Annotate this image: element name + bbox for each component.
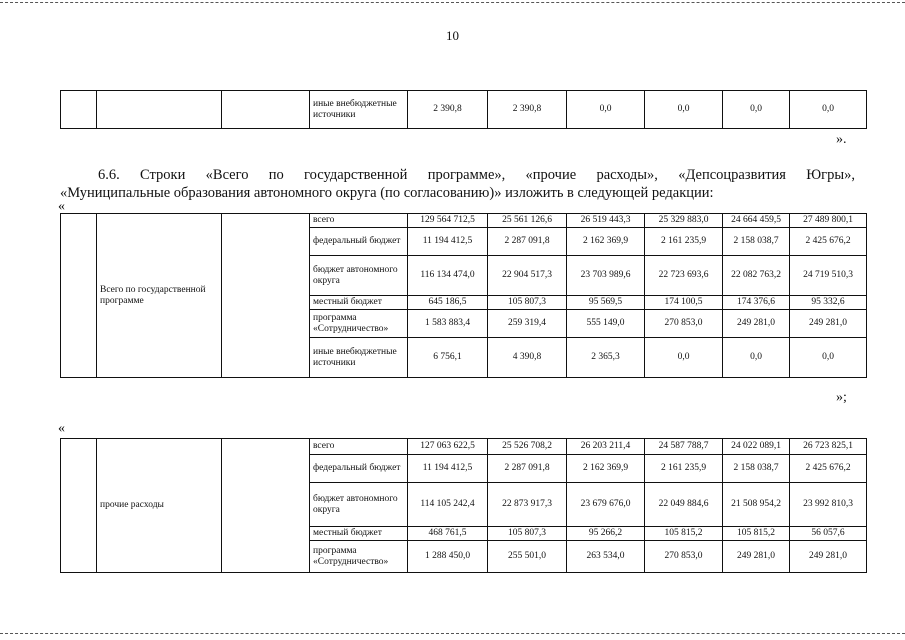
closing-quote-2: »; bbox=[836, 390, 847, 405]
top-table bbox=[60, 90, 867, 129]
amount-cell: 2 287 091,8 bbox=[488, 455, 567, 483]
amount-cell: 25 561 126,6 bbox=[488, 214, 567, 228]
bottom-scan-edge bbox=[0, 633, 905, 634]
amount-cell: 2 425 676,2 bbox=[790, 228, 867, 256]
amount-cell: 0,0 bbox=[723, 338, 790, 378]
amount-cell: 22 049 884,6 bbox=[645, 483, 723, 527]
amount-cell: 249 281,0 bbox=[790, 541, 867, 573]
amendment-paragraph bbox=[60, 166, 855, 202]
page-number: 10 bbox=[446, 28, 459, 43]
amount-cell: 95 569,5 bbox=[567, 296, 645, 310]
amount-cell: 23 679 676,0 bbox=[567, 483, 645, 527]
table-total-program bbox=[60, 213, 867, 378]
amount-cell: 249 281,0 bbox=[723, 310, 790, 338]
row-name-cell: Всего по государственной программе bbox=[97, 214, 222, 378]
amount-cell: 95 332,6 bbox=[790, 296, 867, 310]
amount-cell: 116 134 474,0 bbox=[408, 256, 488, 296]
amount-cell: 56 057,6 bbox=[790, 527, 867, 541]
amount-cell: 105 815,2 bbox=[723, 527, 790, 541]
amount-cell: 129 564 712,5 bbox=[408, 214, 488, 228]
funding-source-cell: местный бюджет bbox=[310, 296, 408, 310]
amount-cell: 4 390,8 bbox=[488, 338, 567, 378]
funding-source-cell: иные внебюджетные источники bbox=[310, 91, 408, 129]
amount-cell: 22 723 693,6 bbox=[645, 256, 723, 296]
amount-cell: 11 194 412,5 bbox=[408, 455, 488, 483]
amount-cell: 27 489 800,1 bbox=[790, 214, 867, 228]
amount-cell: 249 281,0 bbox=[723, 541, 790, 573]
amount-cell: 114 105 242,4 bbox=[408, 483, 488, 527]
amount-cell: 26 723 825,1 bbox=[790, 439, 867, 455]
amount-cell: 2 365,3 bbox=[567, 338, 645, 378]
executor-cell bbox=[222, 91, 310, 129]
amount-cell: 249 281,0 bbox=[790, 310, 867, 338]
row-number-cell bbox=[61, 214, 97, 378]
funding-source-cell: иные внебюджетные источники bbox=[310, 338, 408, 378]
executor-cell bbox=[222, 214, 310, 378]
amount-cell: 2 161 235,9 bbox=[645, 455, 723, 483]
top-scan-edge bbox=[0, 2, 905, 3]
amount-cell: 0,0 bbox=[790, 338, 867, 378]
amount-cell: 105 815,2 bbox=[645, 527, 723, 541]
amount-cell: 0,0 bbox=[790, 91, 867, 129]
amount-cell: 2 390,8 bbox=[408, 91, 488, 129]
amount-cell: 0,0 bbox=[645, 91, 723, 129]
amount-cell: 26 519 443,3 bbox=[567, 214, 645, 228]
amount-cell: 23 703 989,6 bbox=[567, 256, 645, 296]
amount-cell: 23 992 810,3 bbox=[790, 483, 867, 527]
amount-cell: 270 853,0 bbox=[645, 541, 723, 573]
amount-cell: 95 266,2 bbox=[567, 527, 645, 541]
amount-cell: 1 583 883,4 bbox=[408, 310, 488, 338]
amount-cell: 2 287 091,8 bbox=[488, 228, 567, 256]
amount-cell: 105 807,3 bbox=[488, 296, 567, 310]
amount-cell: 263 534,0 bbox=[567, 541, 645, 573]
amount-cell: 25 329 883,0 bbox=[645, 214, 723, 228]
row-number-cell bbox=[61, 91, 97, 129]
amount-cell: 555 149,0 bbox=[567, 310, 645, 338]
funding-source-cell: бюджет автономного округа bbox=[310, 256, 408, 296]
amount-cell: 2 162 369,9 bbox=[567, 455, 645, 483]
amount-cell: 105 807,3 bbox=[488, 527, 567, 541]
row-number-cell bbox=[61, 439, 97, 573]
amount-cell: 22 904 517,3 bbox=[488, 256, 567, 296]
opening-quote-2: « bbox=[58, 421, 65, 436]
table-row bbox=[61, 91, 867, 129]
amount-cell: 2 158 038,7 bbox=[723, 455, 790, 483]
amount-cell: 22 082 763,2 bbox=[723, 256, 790, 296]
amount-cell: 270 853,0 bbox=[645, 310, 723, 338]
amount-cell: 0,0 bbox=[723, 91, 790, 129]
amount-cell: 0,0 bbox=[645, 338, 723, 378]
funding-source-cell: бюджет автономного округа bbox=[310, 483, 408, 527]
amount-cell: 2 158 038,7 bbox=[723, 228, 790, 256]
amount-cell: 255 501,0 bbox=[488, 541, 567, 573]
amount-cell: 127 063 622,5 bbox=[408, 439, 488, 455]
amount-cell: 21 508 954,2 bbox=[723, 483, 790, 527]
opening-quote-1: « bbox=[58, 199, 65, 214]
funding-source-cell: всего bbox=[310, 214, 408, 228]
amount-cell: 6 756,1 bbox=[408, 338, 488, 378]
amount-cell: 0,0 bbox=[567, 91, 645, 129]
funding-source-cell: федеральный бюджет bbox=[310, 228, 408, 256]
amount-cell: 259 319,4 bbox=[488, 310, 567, 338]
amount-cell: 26 203 211,4 bbox=[567, 439, 645, 455]
amount-cell: 11 194 412,5 bbox=[408, 228, 488, 256]
amount-cell: 24 719 510,3 bbox=[790, 256, 867, 296]
amount-cell: 174 100,5 bbox=[645, 296, 723, 310]
row-name-cell: прочие расходы bbox=[97, 439, 222, 573]
funding-source-cell: местный бюджет bbox=[310, 527, 408, 541]
table-row bbox=[61, 439, 867, 455]
funding-source-cell: программа «Сотрудничество» bbox=[310, 541, 408, 573]
amount-cell: 174 376,6 bbox=[723, 296, 790, 310]
amount-cell: 24 664 459,5 bbox=[723, 214, 790, 228]
amount-cell: 2 162 369,9 bbox=[567, 228, 645, 256]
amount-cell: 22 873 917,3 bbox=[488, 483, 567, 527]
amount-cell: 1 288 450,0 bbox=[408, 541, 488, 573]
funding-source-cell: федеральный бюджет bbox=[310, 455, 408, 483]
amount-cell: 2 425 676,2 bbox=[790, 455, 867, 483]
amount-cell: 24 022 089,1 bbox=[723, 439, 790, 455]
amount-cell: 2 390,8 bbox=[488, 91, 567, 129]
row-name-cell bbox=[97, 91, 222, 129]
executor-cell bbox=[222, 439, 310, 573]
amount-cell: 468 761,5 bbox=[408, 527, 488, 541]
closing-quote-1: ». bbox=[836, 132, 847, 147]
amount-cell: 24 587 788,7 bbox=[645, 439, 723, 455]
funding-source-cell: всего bbox=[310, 439, 408, 455]
amount-cell: 645 186,5 bbox=[408, 296, 488, 310]
amount-cell: 25 526 708,2 bbox=[488, 439, 567, 455]
funding-source-cell: программа «Сотрудничество» bbox=[310, 310, 408, 338]
amount-cell: 2 161 235,9 bbox=[645, 228, 723, 256]
table-other-expenses bbox=[60, 438, 867, 573]
table-row bbox=[61, 214, 867, 228]
paragraph-line-2: «Муниципальные образования автономного округа (по согласованию)» изложить в следующей редакции: bbox=[60, 185, 714, 201]
paragraph-line-1: 6.6. Строки «Всего по государственной программе», «прочие расходы», «Депсоцразвития Югры», bbox=[98, 167, 855, 183]
